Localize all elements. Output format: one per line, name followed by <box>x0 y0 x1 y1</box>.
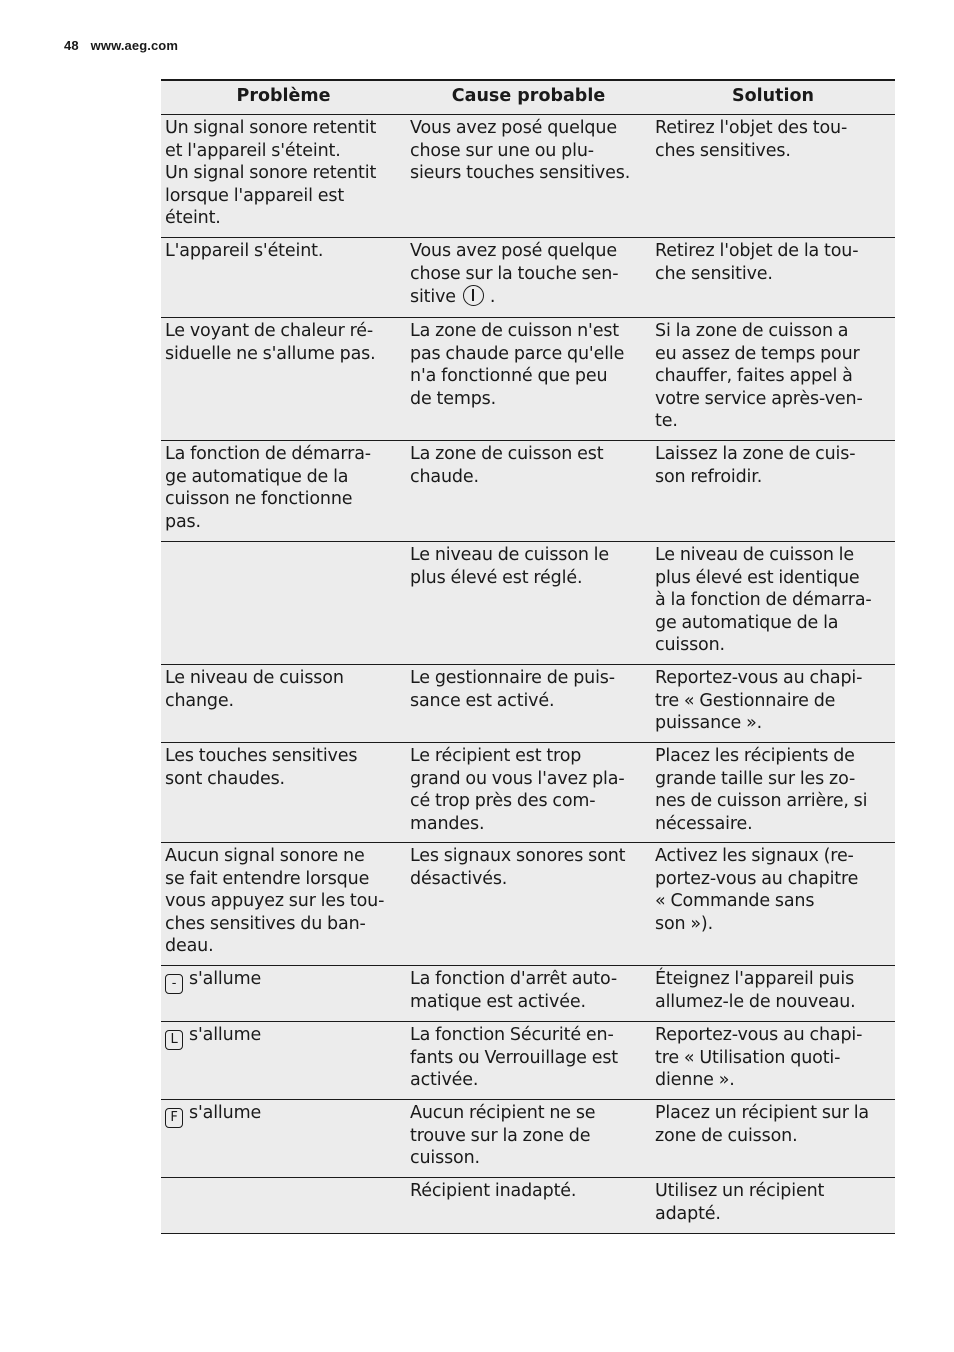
cell-text-line <box>165 913 400 936</box>
cell-solution <box>651 542 895 665</box>
display-symbol-icon: F <box>165 1108 183 1128</box>
cell-text: Placez les récipients de <box>655 746 855 766</box>
cell-text-line <box>655 612 889 635</box>
cell-text-line <box>165 207 400 230</box>
table-row <box>161 542 895 665</box>
table-row <box>161 441 895 542</box>
cell-text: tre « Gestionnaire de <box>655 690 836 711</box>
table-row <box>161 966 895 1022</box>
cell-text-line <box>410 968 645 991</box>
cell-problem <box>161 1022 406 1100</box>
cell-text-line <box>655 544 889 567</box>
cell-solution <box>651 115 895 238</box>
table-header-row <box>161 80 895 115</box>
cell-text-line <box>655 365 889 388</box>
cell-text-line <box>165 162 400 185</box>
cell-text-line <box>165 1102 400 1128</box>
cell-solution <box>651 966 895 1022</box>
cell-text: fants ou Verrouillage est <box>410 1047 618 1068</box>
troubleshooting-table <box>161 79 895 1234</box>
cell-solution <box>651 665 895 743</box>
cell-text-line <box>410 567 645 590</box>
cell-text: La fonction de démarra- <box>165 444 371 464</box>
cell-problem <box>161 966 406 1022</box>
cell-text: Les touches sensitives <box>165 746 358 766</box>
cell-text-line <box>655 968 889 991</box>
cell-text-line <box>655 567 889 590</box>
cell-text: ge automatique de la <box>655 612 839 633</box>
cell-text: sance est activé. <box>410 690 555 711</box>
cell-text-suffix: . <box>489 287 496 307</box>
cell-problem <box>161 1178 406 1234</box>
cell-text-line <box>410 285 645 309</box>
cell-text-line <box>655 667 889 690</box>
site-url: www.aeg.com <box>90 38 178 53</box>
cell-text-line <box>410 1147 645 1170</box>
cell-text-line <box>655 240 889 263</box>
cell-text-line <box>655 913 889 936</box>
cell-text-line <box>655 745 889 768</box>
cell-text-line <box>655 1024 889 1047</box>
cell-text: allumez-le de nouveau. <box>655 991 856 1012</box>
cell-text: chauffer, faites appel à <box>655 366 853 386</box>
cell-problem <box>161 238 406 318</box>
cell-text: son refroidir. <box>655 466 763 487</box>
cell-text: chaude. <box>410 466 479 487</box>
cell-text: Éteignez l'appareil puis <box>655 969 855 989</box>
cell-text: Laissez la zone de cuis- <box>655 444 856 464</box>
cell-text: activée. <box>410 1070 479 1090</box>
table-row <box>161 1178 895 1234</box>
table-row <box>161 318 895 441</box>
cell-text-line <box>165 240 400 263</box>
cell-text: zone de cuisson. <box>655 1125 798 1146</box>
cell-text: chose sur une ou plu- <box>410 140 594 161</box>
cell-text: « Commande sans <box>655 891 815 911</box>
cell-text: ches sensitives. <box>655 140 791 161</box>
cell-text-line <box>165 935 400 958</box>
table-row <box>161 1100 895 1178</box>
cell-text: Retirez l'objet de la tou- <box>655 241 859 261</box>
cell-text-line <box>410 1102 645 1125</box>
cell-text-line <box>410 320 645 343</box>
cell-text: votre service après-ven- <box>655 388 863 409</box>
cell-text-line <box>655 845 889 868</box>
cell-text: vous appuyez sur les tou- <box>165 891 385 911</box>
cell-text-line <box>410 544 645 567</box>
cell-text: grand ou vous l'avez pla- <box>410 768 625 789</box>
cell-text-line <box>655 634 889 657</box>
cell-text-line <box>165 443 400 466</box>
power-icon <box>463 285 484 306</box>
cell-text: La fonction d'arrêt auto- <box>410 969 618 989</box>
cell-text-line <box>410 388 645 411</box>
cell-text-line <box>410 1069 645 1092</box>
cell-text: dienne ». <box>655 1070 735 1090</box>
cell-text-line <box>655 140 889 163</box>
cell-text-line <box>165 745 400 768</box>
cell-text: n'a fonctionné que peu <box>410 366 608 386</box>
cell-text: te. <box>655 411 678 431</box>
cell-text: à la fonction de démarra- <box>655 590 872 610</box>
cell-text-line <box>655 712 889 735</box>
cell-problem <box>161 743 406 843</box>
cell-text: plus élevé est identique <box>655 567 860 588</box>
cell-cause <box>406 115 651 238</box>
cell-text-line <box>655 890 889 913</box>
cell-text: cé trop près des com- <box>410 791 596 811</box>
cell-cause <box>406 1100 651 1178</box>
cell-text: de temps. <box>410 388 497 409</box>
cell-problem <box>161 115 406 238</box>
cell-text-line <box>165 488 400 511</box>
cell-problem <box>161 318 406 441</box>
cell-text: Un signal sonore retentit <box>165 163 377 183</box>
cell-text: cuisson ne fonctionne <box>165 489 353 509</box>
table-row <box>161 115 895 238</box>
cell-text: Les signaux sonores sont <box>410 846 626 866</box>
cell-text: eu assez de temps pour <box>655 343 860 364</box>
cell-text-line <box>165 320 400 343</box>
cell-text: cuisson. <box>655 635 725 655</box>
cell-text: Reportez-vous au chapi- <box>655 1025 863 1045</box>
cell-problem <box>161 843 406 966</box>
cell-text: lorsque l'appareil est <box>165 185 345 206</box>
cell-solution <box>651 441 895 542</box>
cell-text-line <box>165 667 400 690</box>
cell-text: adapté. <box>655 1203 721 1224</box>
cell-text: La zone de cuisson est <box>410 444 604 464</box>
cell-text: L'appareil s'éteint. <box>165 241 324 261</box>
cell-text: puissance ». <box>655 713 763 733</box>
cell-text-line <box>655 768 889 791</box>
cell-text-line <box>410 667 645 690</box>
cell-text: éteint. <box>165 208 221 228</box>
cell-text: et l'appareil s'éteint. <box>165 140 341 161</box>
cell-text-line <box>165 690 400 713</box>
cell-text: nécessaire. <box>655 813 753 834</box>
cell-text: che sensitive. <box>655 263 773 284</box>
cell-text-line <box>410 768 645 791</box>
cell-text-line <box>410 263 645 286</box>
cell-text-line <box>165 1024 400 1050</box>
cell-text-line <box>410 790 645 813</box>
cell-text: sont chaudes. <box>165 768 285 789</box>
cell-text-line <box>165 845 400 868</box>
cell-text-line <box>655 1102 889 1125</box>
cell-text-line <box>410 140 645 163</box>
cell-text-line <box>655 388 889 411</box>
cell-text: Activez les signaux (re- <box>655 846 854 866</box>
cell-text: Aucun récipient ne se <box>410 1103 596 1123</box>
cell-text: Un signal sonore retentit <box>165 118 377 138</box>
cell-text: plus élevé est réglé. <box>410 567 583 588</box>
column-header-problem: Problème <box>161 80 406 115</box>
cell-text: matique est activée. <box>410 991 586 1012</box>
cell-text-line <box>410 1180 645 1203</box>
display-symbol-icon: L <box>165 1030 183 1050</box>
cell-text: son »). <box>655 913 714 934</box>
cell-text: ches sensitives du ban- <box>165 913 366 934</box>
cell-text-line <box>655 991 889 1014</box>
cell-text-line <box>410 240 645 263</box>
cell-text: Le gestionnaire de puis- <box>410 668 615 688</box>
cell-solution <box>651 843 895 966</box>
cell-text: s'allume <box>189 969 262 989</box>
cell-text: nes de cuisson arrière, si <box>655 791 868 811</box>
table-row <box>161 1022 895 1100</box>
cell-text: Vous avez posé quelque <box>410 241 617 261</box>
cell-text: chose sur la touche sen- <box>410 263 619 284</box>
cell-text-line <box>165 890 400 913</box>
cell-problem <box>161 1100 406 1178</box>
cell-text-line <box>655 868 889 891</box>
table-body <box>161 115 895 1234</box>
cell-text-line <box>410 1024 645 1047</box>
cell-text-line <box>655 320 889 343</box>
cell-text-line <box>655 117 889 140</box>
cell-text-line <box>410 690 645 713</box>
cell-text-line <box>655 410 889 433</box>
cell-text: pas. <box>165 511 201 532</box>
cell-text: cuisson. <box>410 1148 480 1168</box>
cell-cause <box>406 542 651 665</box>
cell-cause <box>406 1178 651 1234</box>
cell-text-line <box>410 868 645 891</box>
cell-text: portez-vous au chapitre <box>655 868 859 889</box>
cell-cause <box>406 1022 651 1100</box>
cell-problem <box>161 665 406 743</box>
table-row <box>161 743 895 843</box>
table-row <box>161 843 895 966</box>
cell-text-line <box>165 968 400 994</box>
cell-text-line <box>410 991 645 1014</box>
cell-cause <box>406 665 651 743</box>
cell-solution <box>651 743 895 843</box>
cell-text-line <box>655 690 889 713</box>
cell-text: La fonction Sécurité en- <box>410 1025 614 1045</box>
cell-text-line <box>655 1069 889 1092</box>
cell-text-line <box>410 813 645 836</box>
cell-text: Retirez l'objet des tou- <box>655 118 848 138</box>
cell-text-line <box>165 868 400 891</box>
display-symbol-icon: - <box>165 974 183 994</box>
cell-text: trouve sur la zone de <box>410 1125 591 1146</box>
cell-text: sitive <box>410 287 456 307</box>
cell-text-line <box>165 140 400 163</box>
cell-text-line <box>165 343 400 366</box>
cell-text-line <box>165 511 400 534</box>
cell-text-line <box>410 443 645 466</box>
cell-text: Le niveau de cuisson le <box>655 545 855 565</box>
cell-text-line <box>410 365 645 388</box>
cell-cause <box>406 238 651 318</box>
cell-text-line <box>165 466 400 489</box>
cell-text: Vous avez posé quelque <box>410 118 617 138</box>
cell-text-line <box>655 343 889 366</box>
cell-solution <box>651 1100 895 1178</box>
cell-text: Le niveau de cuisson <box>165 668 344 688</box>
cell-solution <box>651 238 895 318</box>
cell-problem <box>161 542 406 665</box>
cell-text-line <box>655 263 889 286</box>
cell-text: tre « Utilisation quoti- <box>655 1047 841 1068</box>
column-header-solution: Solution <box>651 80 895 115</box>
cell-text: change. <box>165 690 234 711</box>
page-header <box>64 38 178 53</box>
cell-text: Le récipient est trop <box>410 746 582 766</box>
cell-text-line <box>655 443 889 466</box>
cell-text: deau. <box>165 936 214 956</box>
cell-text: grande taille sur les zo- <box>655 768 856 789</box>
cell-cause <box>406 441 651 542</box>
cell-text: ge automatique de la <box>165 466 349 487</box>
cell-cause <box>406 318 651 441</box>
cell-text-line <box>165 185 400 208</box>
table-row <box>161 238 895 318</box>
cell-text: se fait entendre lorsque <box>165 868 370 889</box>
cell-cause <box>406 743 651 843</box>
cell-text-line <box>655 1125 889 1148</box>
cell-text: désactivés. <box>410 868 508 889</box>
cell-text-line <box>410 745 645 768</box>
cell-text: mandes. <box>410 813 485 834</box>
cell-text-line <box>655 589 889 612</box>
cell-text: s'allume <box>189 1025 262 1045</box>
cell-text-line <box>655 1203 889 1226</box>
cell-text-line <box>410 1047 645 1070</box>
cell-text: s'allume <box>189 1103 262 1123</box>
cell-solution <box>651 1178 895 1234</box>
cell-text-line <box>410 343 645 366</box>
page-number: 48 <box>64 38 79 53</box>
cell-text: pas chaude parce qu'elle <box>410 343 625 364</box>
cell-text: Le niveau de cuisson le <box>410 545 610 565</box>
cell-text-line <box>655 813 889 836</box>
cell-text: Utilisez un récipient <box>655 1181 825 1201</box>
cell-text-line <box>410 117 645 140</box>
cell-problem <box>161 441 406 542</box>
cell-solution <box>651 318 895 441</box>
cell-text-line <box>410 1125 645 1148</box>
cell-solution <box>651 1022 895 1100</box>
cell-text-line <box>410 845 645 868</box>
table-row <box>161 665 895 743</box>
cell-text-line <box>410 162 645 185</box>
cell-text: Récipient inadapté. <box>410 1181 577 1201</box>
cell-text: Placez un récipient sur la <box>655 1103 869 1123</box>
column-header-cause: Cause probable <box>406 80 651 115</box>
cell-text-line <box>655 466 889 489</box>
cell-text: sieurs touches sensitives. <box>410 163 631 183</box>
cell-text-line <box>655 1047 889 1070</box>
cell-text-line <box>165 768 400 791</box>
cell-cause <box>406 843 651 966</box>
cell-text-line <box>165 117 400 140</box>
cell-text: siduelle ne s'allume pas. <box>165 343 376 364</box>
cell-text-line <box>410 466 645 489</box>
cell-cause <box>406 966 651 1022</box>
cell-text: Aucun signal sonore ne <box>165 846 365 866</box>
cell-text: Si la zone de cuisson a <box>655 321 849 341</box>
cell-text-line <box>655 1180 889 1203</box>
cell-text: La zone de cuisson n'est <box>410 321 620 341</box>
cell-text-line <box>655 790 889 813</box>
cell-text: Reportez-vous au chapi- <box>655 668 863 688</box>
cell-text: Le voyant de chaleur ré- <box>165 321 374 341</box>
